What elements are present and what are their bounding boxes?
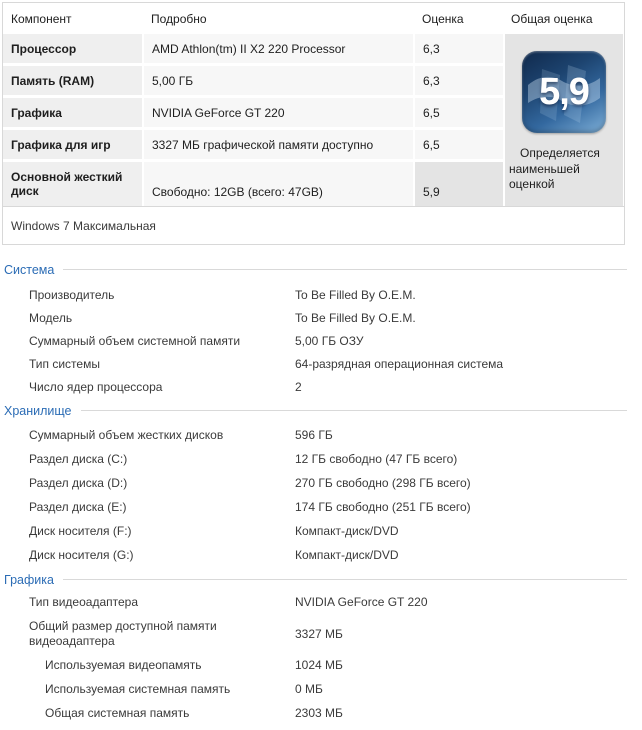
kv-row xyxy=(0,658,642,673)
kv-label: Диск носителя (G:) xyxy=(29,548,134,562)
kv-label: Раздел диска (C:) xyxy=(29,452,128,466)
kv-row xyxy=(0,619,642,649)
table-header-row xyxy=(3,3,624,34)
kv-row xyxy=(0,311,642,326)
section-divider xyxy=(81,410,628,411)
kv-row xyxy=(0,334,642,349)
kv-label: Производитель xyxy=(29,288,115,302)
header-component: Компонент xyxy=(11,11,72,26)
kv-value: 12 ГБ свободно (47 ГБ всего) xyxy=(295,452,458,466)
kv-row xyxy=(0,288,642,303)
kv-value: 596 ГБ xyxy=(295,428,333,442)
kv-value: 2303 МБ xyxy=(295,706,343,720)
kv-value: 2 xyxy=(295,380,302,394)
detail-cell: Свободно: 12GB (всего: 47GB) xyxy=(144,162,413,206)
kv-value: 5,00 ГБ ОЗУ xyxy=(295,334,364,348)
kv-label: Общая системная память xyxy=(45,706,190,720)
kv-row xyxy=(0,682,642,697)
section-title-text: Система xyxy=(4,262,55,277)
wei-score-table xyxy=(2,2,625,245)
kv-label: Модель xyxy=(29,311,73,325)
section-divider xyxy=(63,579,627,580)
kv-value: 3327 МБ xyxy=(295,626,343,641)
section-title xyxy=(4,403,642,418)
kv-value: 64-разрядная операционная система xyxy=(295,357,504,371)
os-version-row xyxy=(3,206,624,244)
section-graphics xyxy=(0,572,642,721)
kv-label: Суммарный объем жестких дисков xyxy=(29,428,224,442)
kv-value: NVIDIA GeForce GT 220 xyxy=(295,595,428,609)
kv-label: Тип видеоадаптера xyxy=(29,595,138,609)
kv-value: Компакт-диск/DVD xyxy=(295,524,399,538)
kv-value: 174 ГБ свободно (251 ГБ всего) xyxy=(295,500,471,514)
overall-score-column xyxy=(505,34,623,206)
section-title-text: Графика xyxy=(4,572,54,587)
score-cell: 6,3 xyxy=(415,34,503,63)
kv-value: 0 МБ xyxy=(295,682,323,696)
overall-score-value: 5,9 xyxy=(539,70,589,113)
score-cell: 6,3 xyxy=(415,66,503,95)
kv-label: Используемая видеопамять xyxy=(45,658,202,672)
kv-row xyxy=(0,452,642,467)
component-cell: Графика для игр xyxy=(3,130,142,159)
score-cell-lowest: 5,9 xyxy=(415,162,503,206)
detail-cell: NVIDIA GeForce GT 220 xyxy=(144,98,413,127)
kv-label: Число ядер процессора xyxy=(29,380,163,394)
kv-row xyxy=(0,548,642,563)
kv-label: Раздел диска (E:) xyxy=(29,500,127,514)
kv-value: To Be Filled By O.E.M. xyxy=(295,311,416,325)
kv-row xyxy=(0,524,642,539)
kv-row xyxy=(0,706,642,721)
header-detail: Подробно xyxy=(151,11,207,26)
table-row-memory xyxy=(3,66,503,95)
score-cell: 6,5 xyxy=(415,130,503,159)
kv-row xyxy=(0,380,642,395)
kv-label: Диск носителя (F:) xyxy=(29,524,132,538)
os-version-label: Windows 7 Максимальная xyxy=(11,218,156,233)
kv-value: 270 ГБ свободно (298 ГБ всего) xyxy=(295,476,471,490)
kv-row xyxy=(0,476,642,491)
header-overall-score: Общая оценка xyxy=(511,11,593,26)
kv-label: Суммарный объем системной памяти xyxy=(29,334,241,348)
section-system xyxy=(0,262,642,395)
component-cell: Процессор xyxy=(3,34,142,63)
table-row-processor xyxy=(3,34,503,63)
kv-row xyxy=(0,357,642,372)
table-row-graphics xyxy=(3,98,503,127)
section-divider xyxy=(63,269,627,270)
table-row-primary-disk xyxy=(3,162,503,206)
section-title xyxy=(4,572,642,587)
kv-value: Компакт-диск/DVD xyxy=(295,548,399,562)
detail-cell: 3327 МБ графической памяти доступно xyxy=(144,130,413,159)
table-row-gaming-graphics xyxy=(3,130,503,159)
kv-value: 1024 МБ xyxy=(295,658,343,672)
component-cell: Основной жесткий диск xyxy=(3,162,142,206)
kv-label: Общий размер доступной памяти видеоадаптера xyxy=(29,619,217,648)
kv-label: Используемая системная память xyxy=(45,682,231,696)
kv-row xyxy=(0,595,642,610)
section-title xyxy=(4,262,642,277)
kv-label: Раздел диска (D:) xyxy=(29,476,128,490)
score-cell: 6,5 xyxy=(415,98,503,127)
detail-cell: 5,00 ГБ xyxy=(144,66,413,95)
kv-label: Тип системы xyxy=(29,357,100,371)
detail-cell: AMD Athlon(tm) II X2 220 Processor xyxy=(144,34,413,63)
kv-row xyxy=(0,500,642,515)
overall-score-caption: Определяется наименьшей оценкой xyxy=(509,146,600,191)
component-cell: Память (RAM) xyxy=(3,66,142,95)
section-title-text: Хранилище xyxy=(4,403,72,418)
component-cell: Графика xyxy=(3,98,142,127)
section-storage xyxy=(0,403,642,563)
kv-value: To Be Filled By O.E.M. xyxy=(295,288,416,302)
system-details xyxy=(0,256,642,730)
overall-score-badge xyxy=(522,51,606,133)
header-score: Оценка xyxy=(422,11,464,26)
kv-row xyxy=(0,428,642,443)
